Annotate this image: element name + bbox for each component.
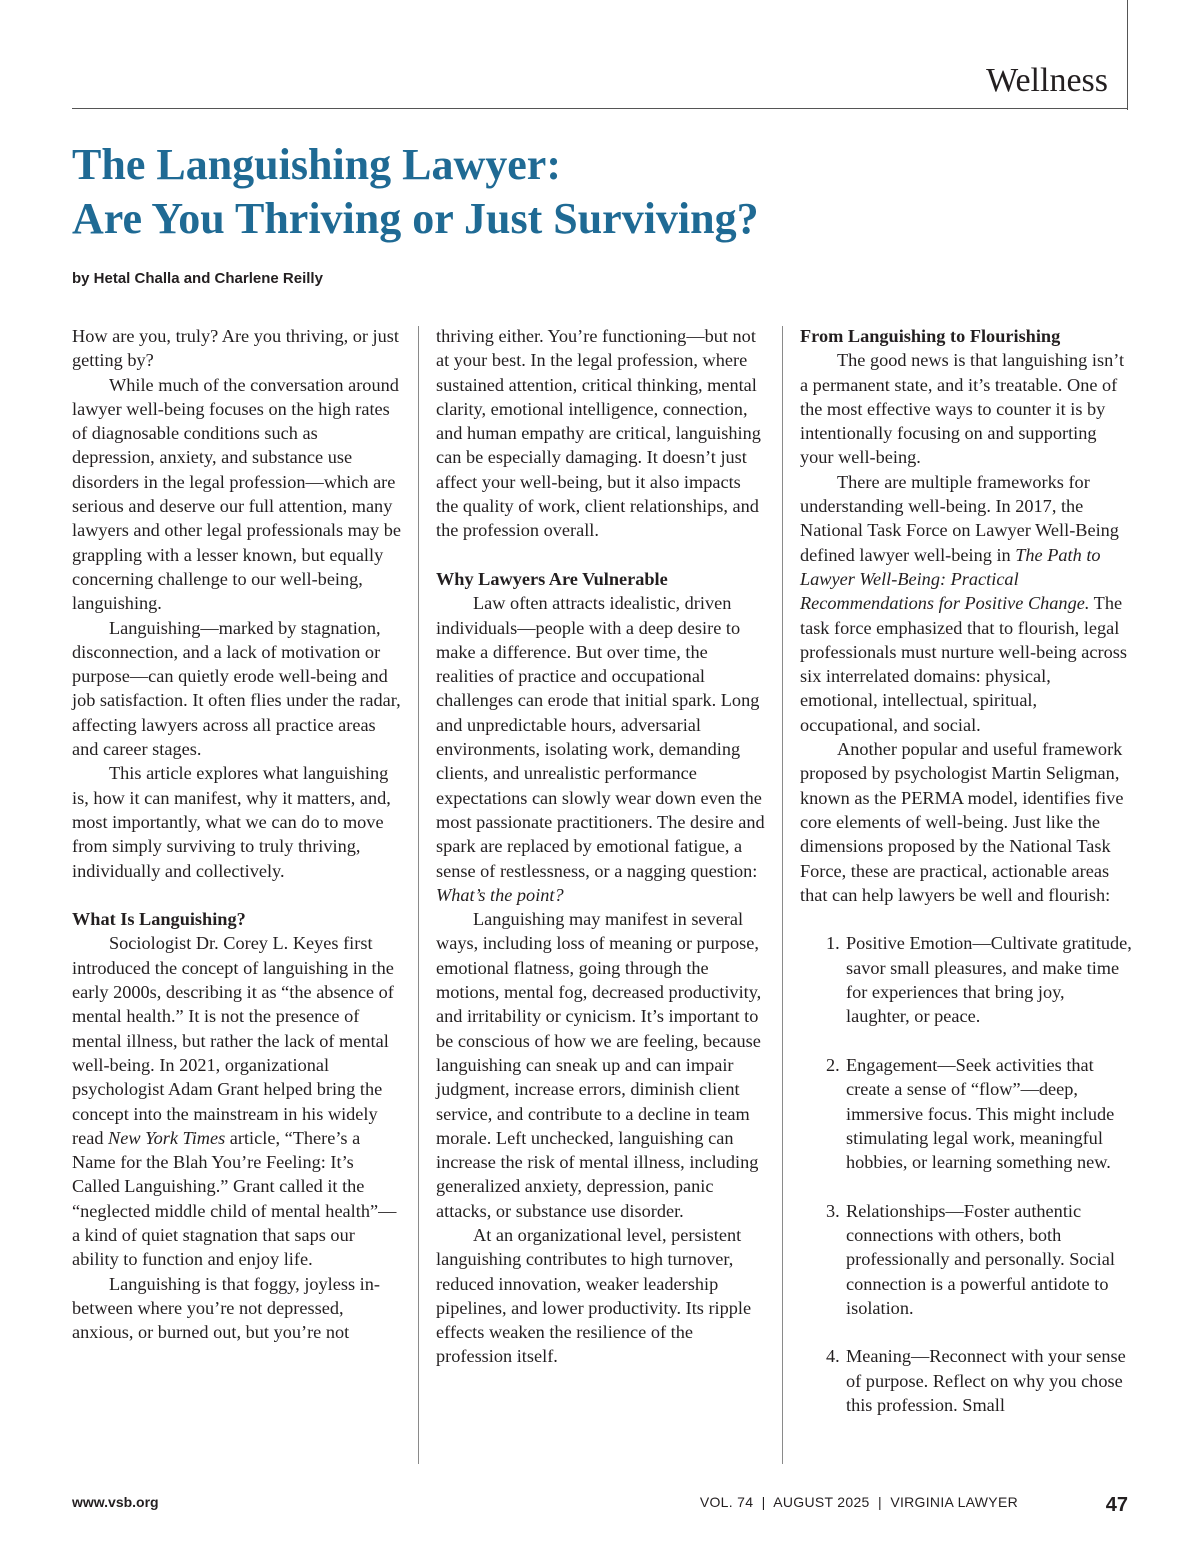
paragraph: thriving either. You’re functioning—but not at your best. In the legal profession, where sustained attention, critical thinking, mental clarity, emotional intelligence, connection, and human empathy are critical, languishing can be especially damaging. It doesn’t just affect your well-being, but it also impacts the quality of work, client relationships, and the profession overall. [436,326,761,541]
list-number: 3. [826,1200,840,1221]
subheading: Why Lawyers Are Vulnerable [436,568,668,589]
column-divider [418,326,419,1464]
paragraph [436,591,766,907]
perma-list [800,931,1132,1417]
paragraph [800,470,1132,737]
article-title-line-2: Are You Thriving or Just Surviving? [72,194,759,243]
header-vertical-rule [1127,0,1128,110]
list-number: 4. [826,1346,840,1367]
paragraph: Languishing—marked by stagnation, disconnection, and a lack of motivation or purpose—can quietly erode well-being and job satisfaction. It often flies under the radar, affecting lawyers across all practice areas and career stages. [72,617,401,760]
text-run: There are multiple frameworks for understanding well-being. In 2017, the National Task Force on Lawyer Well-Being defined lawyer well-being in [800,471,1119,565]
paragraph: How are you, truly? Are you thriving, or just getting by? [72,326,399,371]
header-horizontal-rule [72,108,1128,109]
column-1 [72,324,402,1344]
footer-url[interactable]: www.vsb.org [72,1494,159,1510]
text-run: Sociologist Dr. Corey L. Keyes first introduced the concept of languishing in the early 2000s, describing it as “the absence of mental health.” It is not the presence of mental illness, but rather the lack of mental well-being. In 2021, organizational psychologist Adam Grant helped bring the concept into the mainstream in his widely read [72,933,394,1148]
column-2 [436,324,766,1369]
list-item-text: Relationships—Foster authentic connections with others, both professionally and personally. Social connection is a powerful antidote to isolation. [846,1200,1115,1318]
subheading: From Languishing to Flourishing [800,326,1061,346]
article-title-line-1: The Languishing Lawyer: [72,140,561,189]
article-title [72,138,759,246]
italic-question: What’s the point? [436,884,564,905]
paragraph: At an organizational level, persistent languishing contributes to high turnover, reduced innovation, weaker leadership pipelines, and lower productivity. Its ripple effects weaken the resilience of the profession itself. [436,1224,752,1367]
paragraph: Another popular and useful framework proposed by psychologist Martin Seligman, known as the PERMA model, identifies five core elements of well-being. Just like the dimensions proposed by the National Task Force, these are practical, actionable areas that can help lawyers be well and flourish: [800,739,1124,905]
list-item [800,1199,1132,1320]
section-label: Wellness [986,62,1108,99]
paragraph: Languishing is that foggy, joyless in-between where you’re not depressed, anxious, or burned out, but you’re not [72,1273,380,1343]
column-divider [782,326,783,1464]
column-3 [800,324,1132,1442]
report-title: The Path to Lawyer Well-Being: Practical Recommendations for Positive Change. [800,544,1101,614]
paragraph: While much of the conversation around lawyer well-being focuses on the high rates of diagnosable conditions such as depression, anxiety, and substance use disorders in the legal profession—which are serious and deserve our full attention, many lawyers and other legal professionals may be grappling with a lesser known, but equally concerning challenge to our well-being, languishing. [72,374,401,614]
list-item [800,1344,1132,1417]
subheading: What Is Languishing? [72,909,246,930]
list-item-text: Engagement—Seek activities that create a sense of “flow”—deep, immersive focus. This might include stimulating legal work, meaningful hobbies, or learning something new. [846,1054,1115,1173]
publication-name: New York Times [108,1127,226,1148]
text-run: The task force emphasized that to flourish, legal professionals must nurture well-being across six interrelated domains: physical, emotional, intellectual, spiritual, occupational, and social. [800,593,1127,735]
paragraph [72,931,402,1271]
paragraph: This article explores what languishing is, how it can manifest, why it matters, and, most importantly, what we can do to move from simply surviving to truly thriving, individually and collectively. [72,763,391,881]
page-number: 47 [1105,1494,1128,1516]
list-number: 2. [826,1054,840,1075]
text-run: article, “There’s a Name for the Blah You’re Feeling: It’s Called Languishing.” Grant called it the “neglected middle child of mental health”—a kind of quiet stagnation that saps our ability to function and enjoy life. [72,1127,397,1270]
list-item-text: Meaning—Reconnect with your sense of purpose. Reflect on why you chose this profession. Small [846,1346,1126,1416]
list-number: 1. [826,933,840,954]
footer-volume: VOL. 74 | AUGUST 2025 | VIRGINIA LAWYER [699,1494,1018,1510]
list-item [800,1053,1132,1174]
paragraph: The good news is that languishing isn’t a permanent state, and it’s treatable. One of the most effective ways to counter it is by intentionally focusing on and supporting your well-being. [800,350,1125,468]
paragraph: Languishing may manifest in several ways, including loss of meaning or purpose, emotional flatness, going through the motions, mental fog, decreased productivity, and irritability or cynicism. It’s important to be conscious of how we are feeling, because languishing can sneak up and can impair judgment, increase errors, diminish client service, and contribute to a decline in team morale. Left unchecked, languishing can increase the risk of mental illness, including generalized anxiety, depression, panic attacks, or substance use disorder. [436,909,762,1221]
list-item [800,931,1132,1028]
list-item-text: Positive Emotion—Cultivate gratitude, savor small pleasures, and make time for experiences that bring joy, laughter, or peace. [846,933,1132,1027]
byline: by Hetal Challa and Charlene Reilly [72,270,323,287]
text-run: Law often attracts idealistic, driven individuals—people with a deep desire to make a difference. But over time, the realities of practice and occupational challenges can erode that initial spark. Long and unpredictable hours, adversarial environments, isolating work, demanding clients, and unrealistic performance expectations can slowly wear down even the most passionate practitioners. The desire and spark are replaced by emotional fatigue, a sense of restlessness, or a nagging question: [436,593,765,881]
